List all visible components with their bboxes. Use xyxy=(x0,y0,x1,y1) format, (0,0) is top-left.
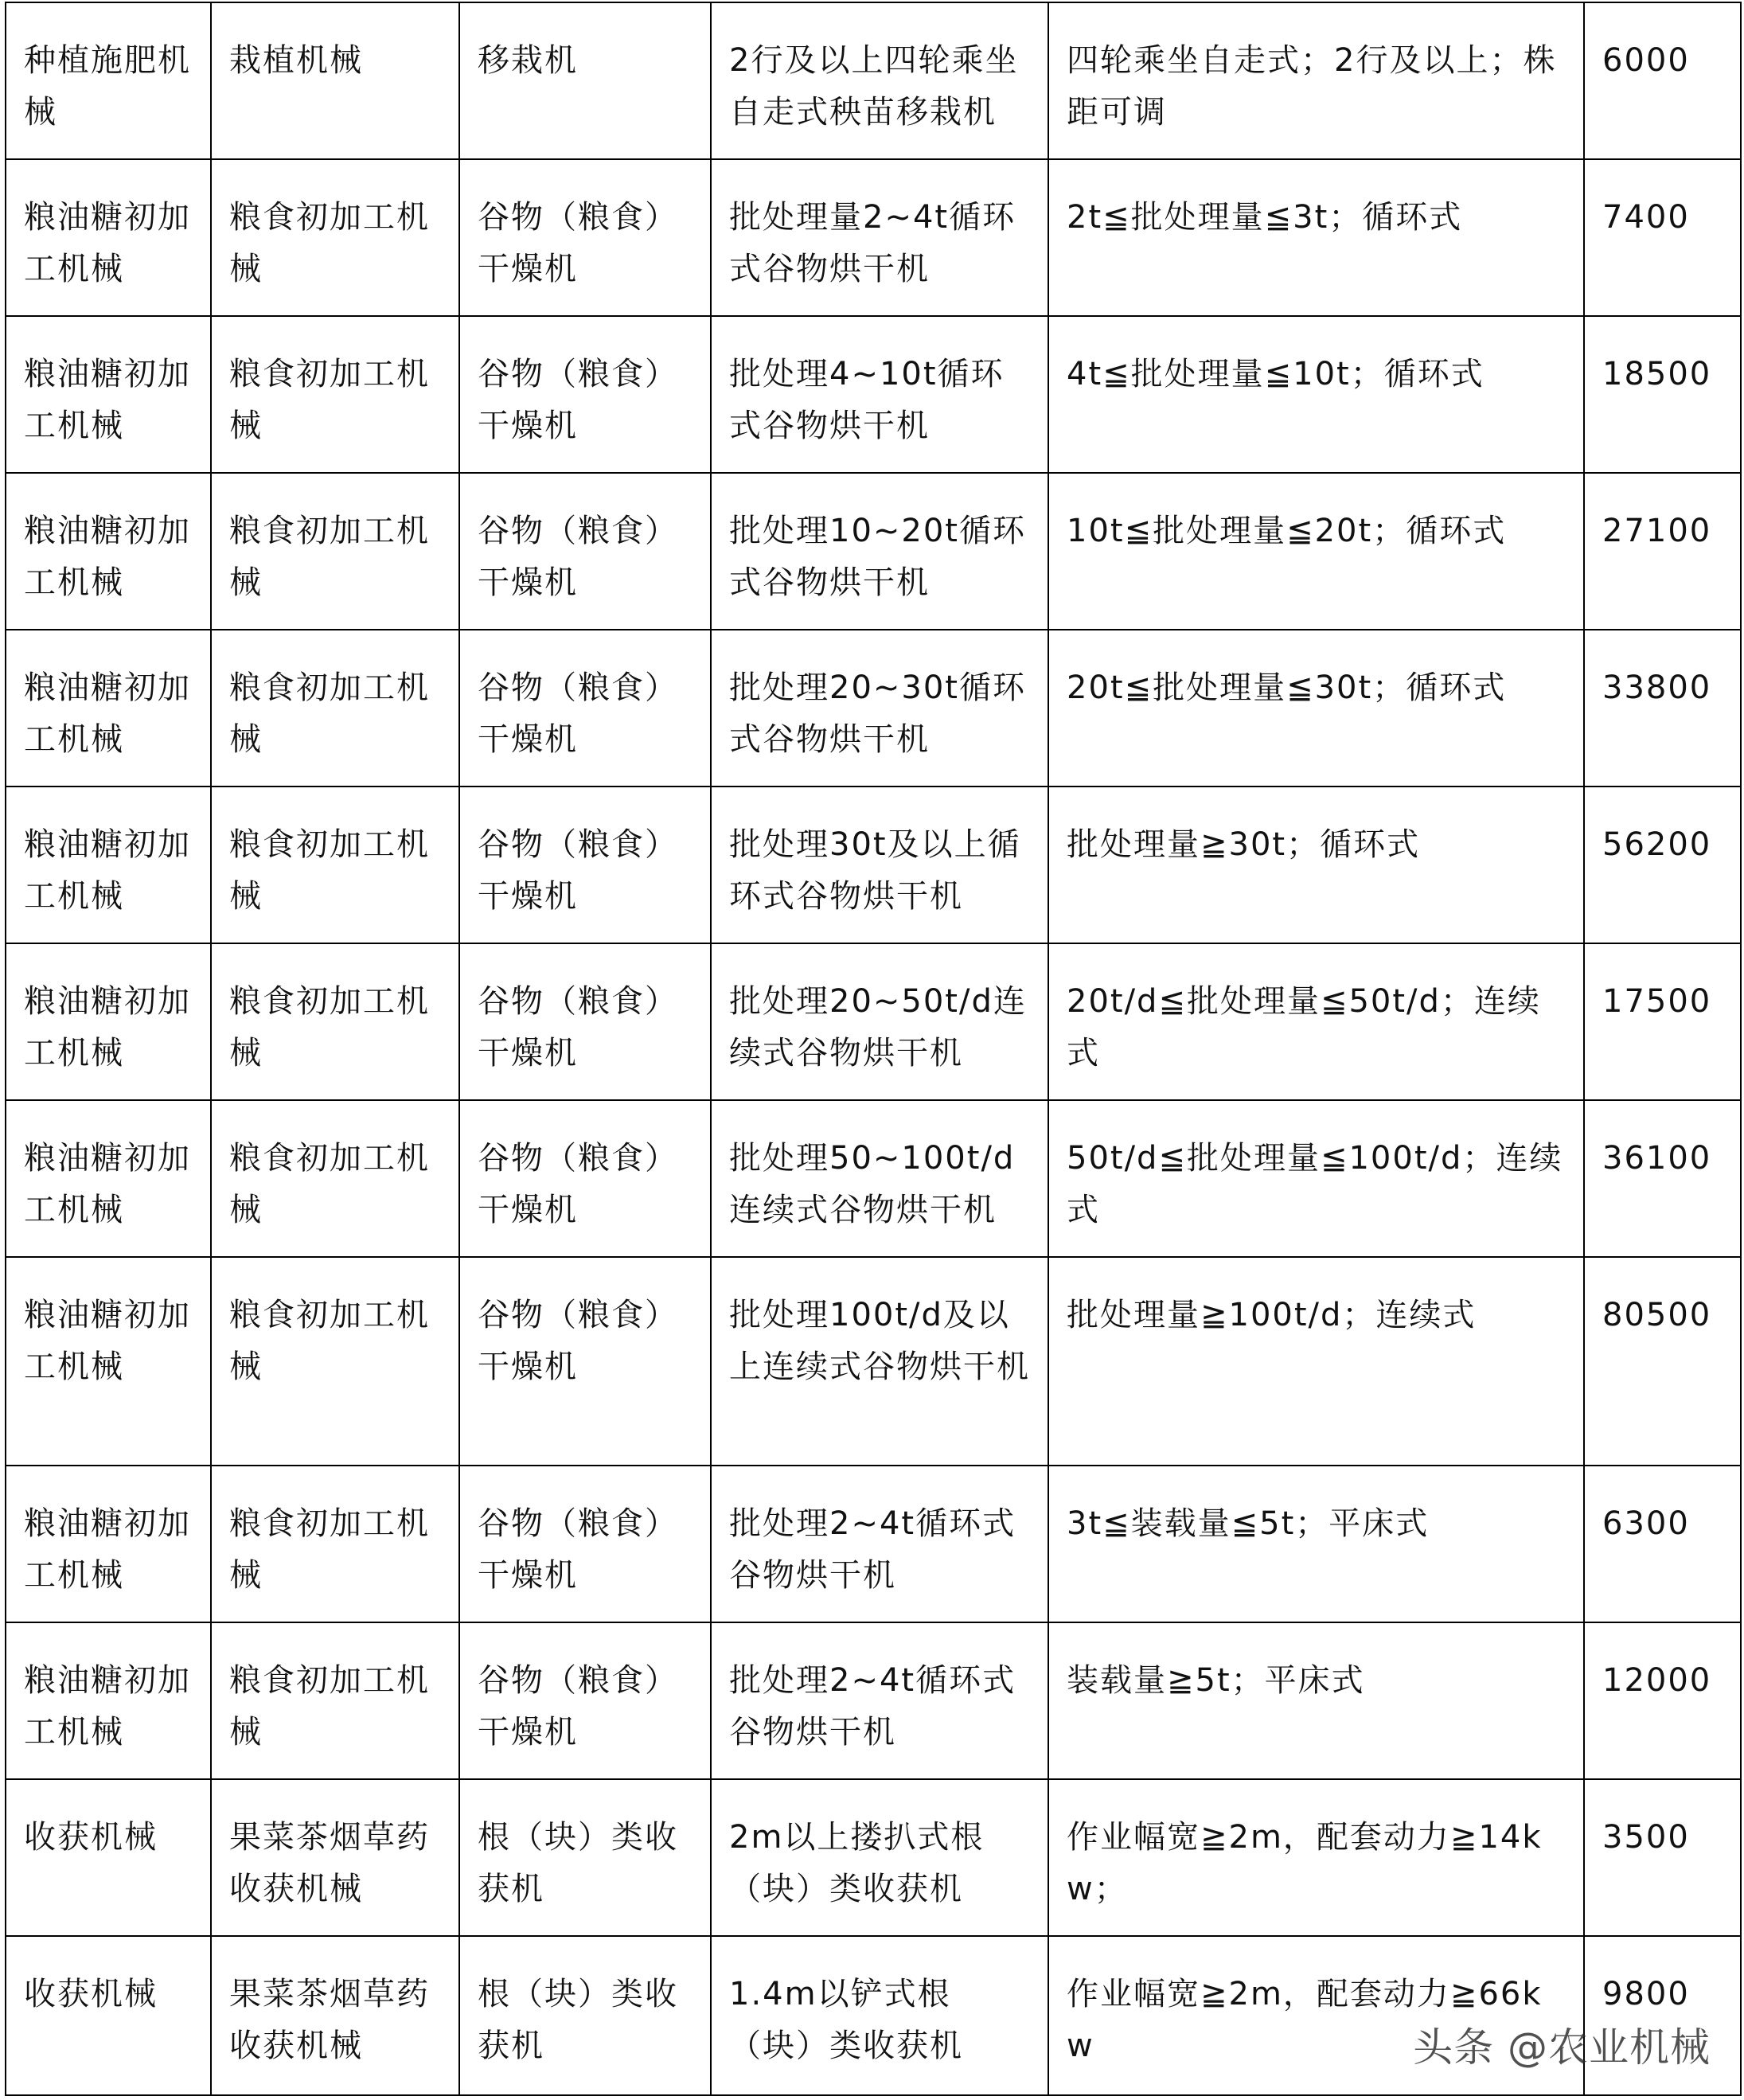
grade-cell: 批处理10~20t循环式谷物烘干机 xyxy=(711,473,1048,630)
table-row xyxy=(6,473,1741,630)
watermark: 头条 @农业机械 xyxy=(1413,2024,1711,2071)
item-cell: 谷物（粮食）干燥机 xyxy=(459,787,711,943)
category-cell: 粮油糖初加工机械 xyxy=(6,943,211,1100)
spec-cell: 2t≦批处理量≦3t；循环式 xyxy=(1048,159,1584,316)
subcategory-cell: 粮食初加工机械 xyxy=(211,316,459,473)
spec-cell: 作业幅宽≧2m，配套动力≧14kw； xyxy=(1048,1779,1584,1936)
subcategory-cell: 栽植机械 xyxy=(211,2,459,159)
spec-cell: 10t≦批处理量≦20t；循环式 xyxy=(1048,473,1584,630)
category-cell: 粮油糖初加工机械 xyxy=(6,787,211,943)
table-row xyxy=(6,1257,1741,1466)
item-cell: 谷物（粮食）干燥机 xyxy=(459,473,711,630)
amount-cell: 9800 xyxy=(1584,1936,1741,2095)
spec-cell: 20t≦批处理量≦30t；循环式 xyxy=(1048,630,1584,787)
category-cell: 粮油糖初加工机械 xyxy=(6,1257,211,1466)
amount-cell: 80500 xyxy=(1584,1257,1741,1466)
subcategory-cell: 果菜茶烟草药收获机械 xyxy=(211,1936,459,2095)
spec-cell: 50t/d≦批处理量≦100t/d；连续式 xyxy=(1048,1100,1584,1257)
item-cell: 谷物（粮食）干燥机 xyxy=(459,1622,711,1779)
table-row xyxy=(6,630,1741,787)
category-cell: 粮油糖初加工机械 xyxy=(6,1622,211,1779)
item-cell: 谷物（粮食）干燥机 xyxy=(459,630,711,787)
subcategory-cell: 粮食初加工机械 xyxy=(211,473,459,630)
item-cell: 根（块）类收获机 xyxy=(459,1779,711,1936)
spec-cell: 四轮乘坐自走式；2行及以上；株距可调 xyxy=(1048,2,1584,159)
grade-cell: 批处理2~4t循环式谷物烘干机 xyxy=(711,1466,1048,1622)
amount-cell: 3500 xyxy=(1584,1779,1741,1936)
spec-cell: 批处理量≧100t/d；连续式 xyxy=(1048,1257,1584,1466)
table-row xyxy=(6,316,1741,473)
amount-cell: 36100 xyxy=(1584,1100,1741,1257)
subcategory-cell: 粮食初加工机械 xyxy=(211,1466,459,1622)
table-row xyxy=(6,159,1741,316)
item-cell: 谷物（粮食）干燥机 xyxy=(459,159,711,316)
table-row xyxy=(6,1466,1741,1622)
amount-cell: 18500 xyxy=(1584,316,1741,473)
subcategory-cell: 粮食初加工机械 xyxy=(211,943,459,1100)
subcategory-cell: 果菜茶烟草药收获机械 xyxy=(211,1779,459,1936)
spec-cell: 装载量≧5t；平床式 xyxy=(1048,1622,1584,1779)
table-row xyxy=(6,1622,1741,1779)
item-cell: 谷物（粮食）干燥机 xyxy=(459,943,711,1100)
item-cell: 根（块）类收获机 xyxy=(459,1936,711,2095)
category-cell: 粮油糖初加工机械 xyxy=(6,316,211,473)
table-row xyxy=(6,1779,1741,1936)
grade-cell: 批处理30t及以上循环式谷物烘干机 xyxy=(711,787,1048,943)
spec-cell: 作业幅宽≧2m，配套动力≧66kw xyxy=(1048,1936,1584,2095)
amount-cell: 27100 xyxy=(1584,473,1741,630)
table-row xyxy=(6,2,1741,159)
amount-cell: 7400 xyxy=(1584,159,1741,316)
subcategory-cell: 粮食初加工机械 xyxy=(211,159,459,316)
table-body xyxy=(6,2,1741,2095)
subcategory-cell: 粮食初加工机械 xyxy=(211,1622,459,1779)
subcategory-cell: 粮食初加工机械 xyxy=(211,1257,459,1466)
category-cell: 粮油糖初加工机械 xyxy=(6,1100,211,1257)
amount-cell: 6000 xyxy=(1584,2,1741,159)
grade-cell: 1.4m以铲式根（块）类收获机 xyxy=(711,1936,1048,2095)
amount-cell: 17500 xyxy=(1584,943,1741,1100)
category-cell: 收获机械 xyxy=(6,1779,211,1936)
item-cell: 移栽机 xyxy=(459,2,711,159)
grade-cell: 批处理4~10t循环式谷物烘干机 xyxy=(711,316,1048,473)
subcategory-cell: 粮食初加工机械 xyxy=(211,1100,459,1257)
subcategory-cell: 粮食初加工机械 xyxy=(211,630,459,787)
grade-cell: 2m以上搂扒式根（块）类收获机 xyxy=(711,1779,1048,1936)
category-cell: 粮油糖初加工机械 xyxy=(6,473,211,630)
amount-cell: 33800 xyxy=(1584,630,1741,787)
category-cell: 收获机械 xyxy=(6,1936,211,2095)
category-cell: 粮油糖初加工机械 xyxy=(6,1466,211,1622)
table-row xyxy=(6,943,1741,1100)
item-cell: 谷物（粮食）干燥机 xyxy=(459,316,711,473)
amount-cell: 12000 xyxy=(1584,1622,1741,1779)
category-cell: 粮油糖初加工机械 xyxy=(6,159,211,316)
spec-cell: 3t≦装载量≦5t；平床式 xyxy=(1048,1466,1584,1622)
grade-cell: 2行及以上四轮乘坐自走式秧苗移栽机 xyxy=(711,2,1048,159)
subsidy-table xyxy=(5,2,1742,2096)
grade-cell: 批处理20~30t循环式谷物烘干机 xyxy=(711,630,1048,787)
grade-cell: 批处理20~50t/d连续式谷物烘干机 xyxy=(711,943,1048,1100)
spec-cell: 批处理量≧30t；循环式 xyxy=(1048,787,1584,943)
grade-cell: 批处理100t/d及以上连续式谷物烘干机 xyxy=(711,1257,1048,1466)
grade-cell: 批处理量2~4t循环式谷物烘干机 xyxy=(711,159,1048,316)
item-cell: 谷物（粮食）干燥机 xyxy=(459,1100,711,1257)
spec-cell: 20t/d≦批处理量≦50t/d；连续式 xyxy=(1048,943,1584,1100)
table-row xyxy=(6,787,1741,943)
category-cell: 粮油糖初加工机械 xyxy=(6,630,211,787)
table-row xyxy=(6,1100,1741,1257)
amount-cell: 56200 xyxy=(1584,787,1741,943)
item-cell: 谷物（粮食）干燥机 xyxy=(459,1466,711,1622)
item-cell: 谷物（粮食）干燥机 xyxy=(459,1257,711,1466)
category-cell: 种植施肥机械 xyxy=(6,2,211,159)
spec-cell: 4t≦批处理量≦10t；循环式 xyxy=(1048,316,1584,473)
grade-cell: 批处理2~4t循环式谷物烘干机 xyxy=(711,1622,1048,1779)
amount-cell: 6300 xyxy=(1584,1466,1741,1622)
grade-cell: 批处理50~100t/d连续式谷物烘干机 xyxy=(711,1100,1048,1257)
subcategory-cell: 粮食初加工机械 xyxy=(211,787,459,943)
